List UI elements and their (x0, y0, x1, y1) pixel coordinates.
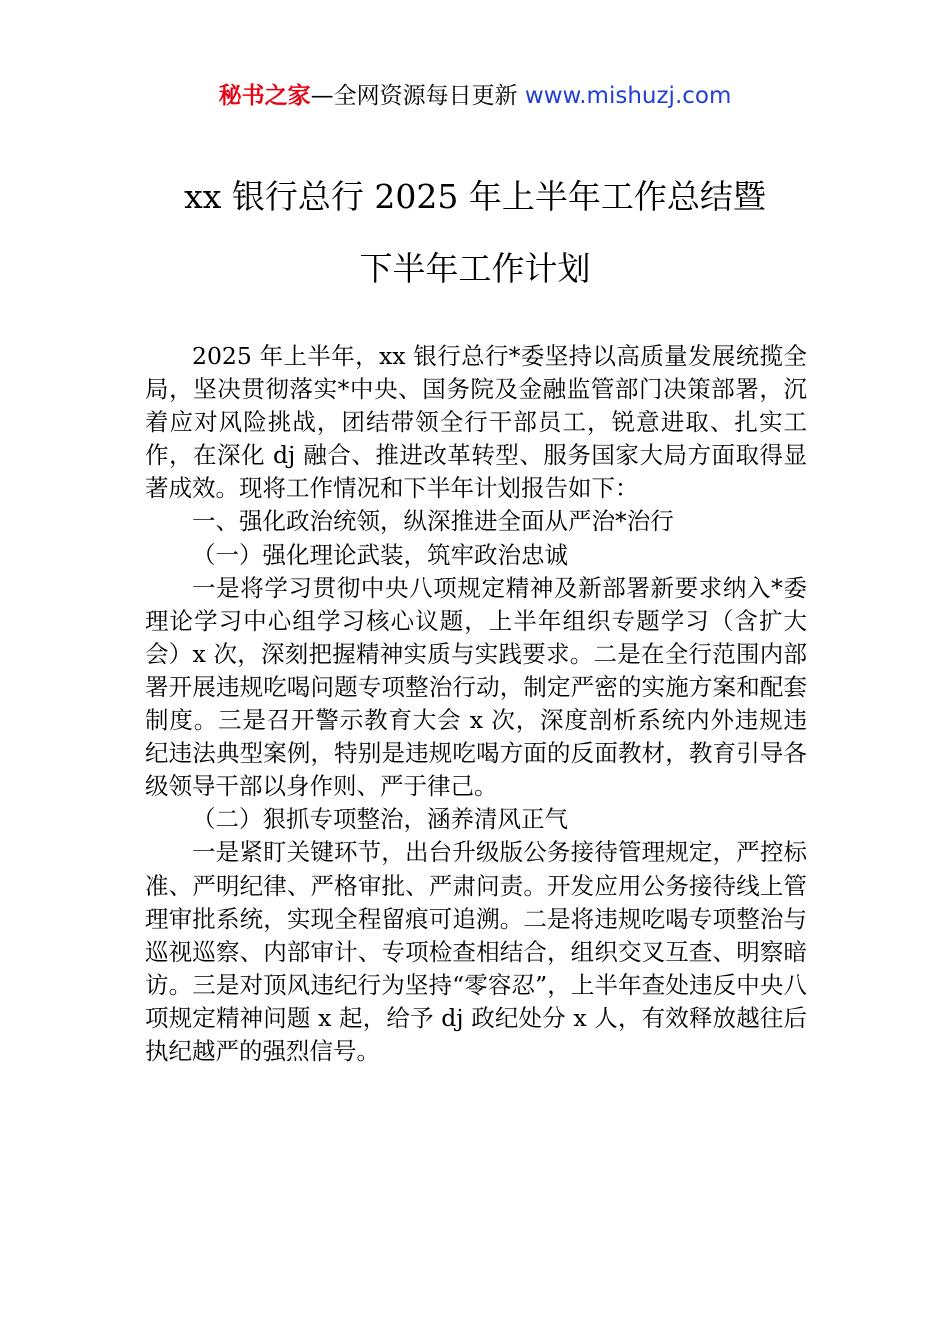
section-heading-1: 一、强化政治统领，纵深推进全面从严治*治行 (192, 507, 674, 536)
site-url-link[interactable]: www.mishuzj.com (524, 83, 732, 109)
subsection-heading-1: （一）强化理论武装，筑牢政治忠诚 (192, 540, 568, 569)
site-slogan: —全网资源每日更新 (310, 83, 518, 109)
subsection-heading-2: （二）狠抓专项整治，涵养清风正气 (192, 805, 568, 834)
document-title-line-2: 下半年工作计划 (359, 249, 591, 288)
document-title-line-1: xx 银行总行 2025 年上半年工作总结暨 (184, 177, 766, 216)
document-body (145, 340, 807, 1068)
body-paragraph-2: 一是紧盯关键环节，出台升级版公务接待管理规定，严控标准、严明纪律、严格审批、严肃问责。开发应用公务接待线上管理审批系统，实现全程留痕可追溯。二是将违规吃喝专项整治与巡视巡察、内部审计、专项检查相结合，组织交叉互查、明察暗访。三是对顶风违纪行为坚持“零容忍”，上半年查处违反中央八项规定精神问题 x 起，给予 dj 政纪处分 x 人，有效释放越往后执纪越严的强烈信号。 (145, 838, 807, 1065)
site-brand: 秘书之家 (218, 83, 311, 109)
intro-paragraph: 2025 年上半年，xx 银行总行*委坚持以高质量发展统揽全局，坚决贯彻落实*中央、国务院及金融监管部门决策部署，沉着应对风险挑战，团结带领全行干部员工，锐意进取、扎实工作，在深化 dj 融合、推进改革转型、服务国家大局方面取得显著成效。现将工作情况和下半年计划报告如下： (145, 342, 807, 503)
document-title (0, 178, 950, 288)
body-paragraph-1: 一是将学习贯彻中央八项规定精神及新部署新要求纳入*委理论学习中心组学习核心议题，上半年组织专题学习（含扩大会）x 次，深刻把握精神实质与实践要求。二是在全行范围内部署开展违规吃喝问题专项整治行动，制定严密的实施方案和配套制度。三是召开警示教育大会 x 次，深度剖析系统内外违规违纪违法典型案例，特别是违规吃喝方面的反面教材，教育引导各级领导干部以身作则、严于律己。 (145, 573, 807, 801)
site-header (0, 80, 950, 112)
